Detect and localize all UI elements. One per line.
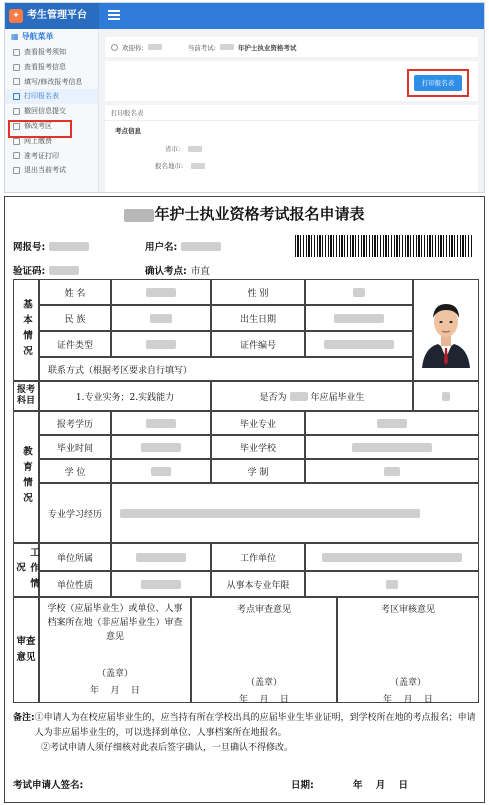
apply-subjects: 1.专业实务；2.实践能力 [39,381,211,411]
signature-row [13,777,479,791]
section-apply: 报考科目 [13,381,39,411]
print-section [105,105,478,192]
review-area [337,597,479,703]
document-icon [13,49,20,56]
province-row: 省市: [105,140,478,157]
is-graduate-question: 是否为 年应届毕业生 [211,381,413,411]
value-id-type [111,331,211,357]
value-unit-type [111,543,211,571]
welcome-label: 欢迎你: [122,43,144,52]
exam-info-title: 考点信息 [115,127,141,135]
label-unit: 工作单位 [211,543,305,571]
value-unit [305,543,479,571]
sidebar-item-exit-exam[interactable]: 退出当前考试 [5,163,98,178]
value-length [305,459,479,483]
sidebar-item-admission-ticket[interactable]: 准考证打印 [5,149,98,164]
value-id-no [305,331,413,357]
registration-form [4,196,485,803]
value-birth [305,305,413,331]
highlight-box-sidebar [8,120,72,138]
review-site-date: 年 月 日 [239,695,289,705]
section-work: 工作情况 [13,543,39,597]
label-school: 毕业学校 [211,435,305,459]
value-history [111,483,479,543]
value-name [111,279,211,305]
applicant-photo [418,292,474,368]
review-school-date: 年 月 日 [90,686,140,696]
sidebar-item-view-info[interactable]: 查看报考信息 [5,60,98,75]
username: 用户名: [145,239,221,253]
date-blank: 年 月 日 [353,780,408,791]
net-number: 网报号: [13,239,89,253]
section-edu: 教育情况 [13,411,39,543]
value-years [305,571,479,597]
label-birth: 出生日期 [211,305,305,331]
photo-cell [413,279,479,381]
label-name: 姓 名 [39,279,111,305]
logout-icon [13,167,20,174]
sidebar-item-notice[interactable]: 查看报考须知 [5,45,98,60]
document-icon [13,64,20,71]
notes-line2: ②考试申请人须仔细核对此表后签字确认，一旦确认不得修改。 [41,743,294,753]
label-id-no: 证件编号 [211,331,305,357]
sidebar-item-payment[interactable]: 网上缴费 [5,134,98,149]
value-unit-nature [111,571,211,597]
label-length: 学 制 [211,459,305,483]
value-major [305,411,479,435]
label-apply-degree: 报考学历 [39,411,111,435]
ticket-icon [13,152,20,159]
menu-toggle-icon[interactable] [108,10,120,20]
review-area-seal: （盖章） [389,678,426,688]
print-form-button[interactable]: 打印报名表 [414,75,462,91]
sidebar-item-print-form[interactable]: 打印报名表 [5,89,98,104]
user-icon [111,44,118,51]
wallet-icon [13,138,20,145]
sidebar-item-edit-info[interactable]: 填写/修改报考信息 [5,75,98,90]
value-nation [111,305,211,331]
review-site-title: 考点审查意见 [236,605,291,615]
value-degree [111,459,211,483]
label-nation: 民 族 [39,305,111,331]
print-toolbar [105,61,478,101]
label-grad-time: 毕业时间 [39,435,111,459]
sidebar-item-change-area[interactable]: 修改考区 [5,119,98,134]
confirm-site: 确认考点: 市直 [145,266,210,277]
sidebar-item-withdraw[interactable]: 撤回信息提交 [5,104,98,119]
value-gender [305,279,413,305]
date-label: 日期: [291,780,314,791]
exam-year-blurred [220,44,234,50]
registration-row: 报名地市: [105,157,478,174]
label-gender: 性 别 [211,279,305,305]
label-degree: 学 位 [39,459,111,483]
signature-label: 考试申请人签名: [13,780,84,791]
value-grad-time [111,435,211,459]
notes [13,711,479,756]
main-panel [99,29,484,192]
is-graduate-value [413,381,479,411]
sidebar [5,29,99,192]
form-title: 年护士执业资格考试报名申请表 [5,203,484,224]
printer-icon [13,93,20,100]
notes-label: 备注: [13,713,35,723]
grid-icon: ▦ [11,32,19,41]
app-logo [5,3,99,29]
value-apply-degree [111,411,211,435]
label-unit-nature: 单位性质 [39,571,111,597]
app-title: 考生管理平台 [27,10,87,21]
undo-icon [13,108,20,115]
label-unit-type: 单位所属 [39,543,111,571]
review-area-title: 考区审核意见 [380,605,435,615]
username-blurred [148,44,162,50]
label-id-type: 证件类型 [39,331,111,357]
sidebar-title: ▦ 导航菜单 [5,29,98,45]
welcome-bar [105,37,478,57]
logo-icon: ✦ [9,9,23,23]
review-school [39,597,191,703]
current-exam-label: 当前考试: [187,43,216,52]
review-school-title: 学校（应届毕业生）或单位、人事档案所在地（非应届毕业生）审查意见 [47,604,183,642]
label-major: 毕业专业 [211,411,305,435]
section-title: 打印报名表 [105,105,478,121]
notes-line1: ①申请人为在校应届毕业生的，应当持有所在学校出具的应届毕业生毕业证明，到学校所在地的考点报名；申请人为非应届毕业生的，可以选择到单位、人事档案所在地报名。 [34,713,476,738]
edit-icon [13,78,20,85]
section-basic: 基本情况 [13,279,39,381]
app-window [4,2,485,193]
label-years: 从事本专业年限 [211,571,305,597]
app-header [5,3,484,29]
section-review: 审查意见 [13,597,39,703]
review-school-seal: （盖章） [96,669,133,679]
label-history: 专业学习经历 [39,483,111,543]
value-school [305,435,479,459]
review-site [191,597,337,703]
current-exam-value: 年护士执业资格考试 [237,43,297,52]
label-contact: 联系方式（根据考区要求自行填写） [39,357,413,381]
barcode [295,235,473,257]
review-area-date: 年 月 日 [383,695,433,705]
verify-code: 验证码: [13,263,79,277]
year-blurred [124,209,154,222]
review-site-seal: （盖章） [245,678,282,688]
highlight-box-button [407,69,469,97]
